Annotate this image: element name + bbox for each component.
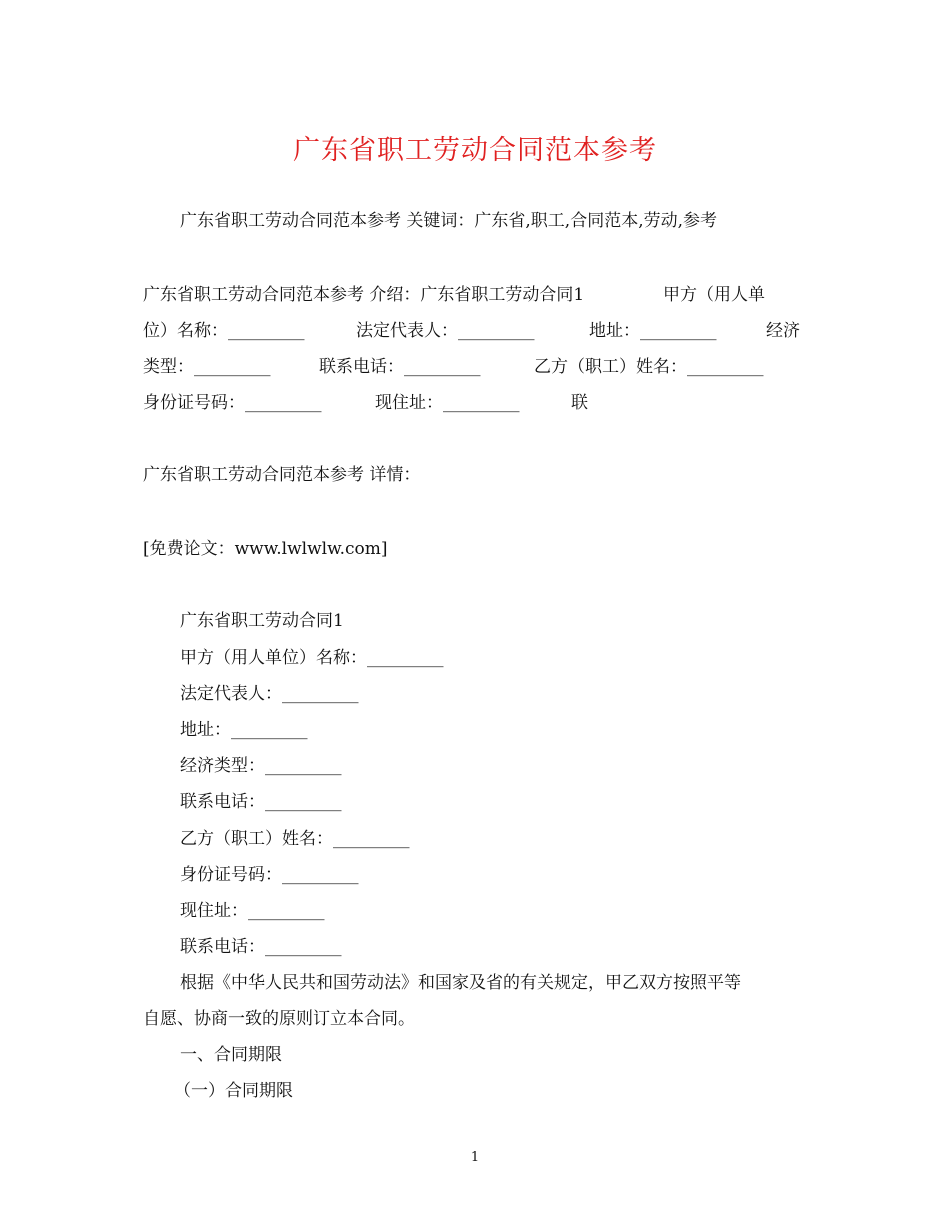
source-note: [免费论文：www.lwlwlw.com] (143, 539, 388, 559)
contract-field: 经济类型：_________ (180, 756, 342, 776)
contract-field: 乙方（职工）姓名：_________ (180, 829, 410, 849)
keywords-line: 广东省职工劳动合同范本参考 关键词：广东省,职工,合同范本,劳动,参考 (180, 211, 718, 231)
subsection-heading: （一）合同期限 (174, 1081, 293, 1101)
page-number: 1 (470, 1150, 480, 1165)
contract-field: 现住址：_________ (180, 901, 325, 921)
contract-field: 联系电话：_________ (180, 792, 342, 812)
contract-field: 甲方（用人单位）名称：_________ (180, 648, 444, 668)
intro-field: 位）名称：_________ (143, 321, 305, 341)
intro-field: 乙方（职工）姓名：_________ (534, 357, 764, 377)
contract-heading: 广东省职工劳动合同1 (180, 611, 344, 631)
intro-text: 甲方（用人单 (663, 285, 765, 305)
intro-text: 广东省职工劳动合同范本参考 介绍：广东省职工劳动合同1 (143, 285, 585, 305)
intro-field: 类型：_________ (143, 357, 271, 377)
contract-field: 法定代表人：_________ (180, 684, 359, 704)
preamble-line: 自愿、协商一致的原则订立本合同。 (143, 1009, 415, 1029)
intro-field: 经济 (766, 321, 800, 341)
intro-field: 现住址：_________ (375, 393, 520, 413)
details-label: 广东省职工劳动合同范本参考 详情： (143, 465, 421, 485)
contract-field: 身份证号码：_________ (180, 865, 359, 885)
intro-field: 法定代表人：_________ (356, 321, 535, 341)
section-heading: 一、合同期限 (180, 1045, 282, 1065)
intro-field: 身份证号码：_________ (143, 393, 322, 413)
document-title: 广东省职工劳动合同范本参考 (293, 135, 657, 166)
intro-field: 联系电话：_________ (319, 357, 481, 377)
contract-field: 地址：_________ (180, 720, 308, 740)
contract-field: 联系电话：_________ (180, 937, 342, 957)
preamble-line: 根据《中华人民共和国劳动法》和国家及省的有关规定，甲乙双方按照平等 (180, 973, 741, 993)
intro-field: 地址：_________ (589, 321, 717, 341)
intro-field: 联 (571, 393, 588, 413)
